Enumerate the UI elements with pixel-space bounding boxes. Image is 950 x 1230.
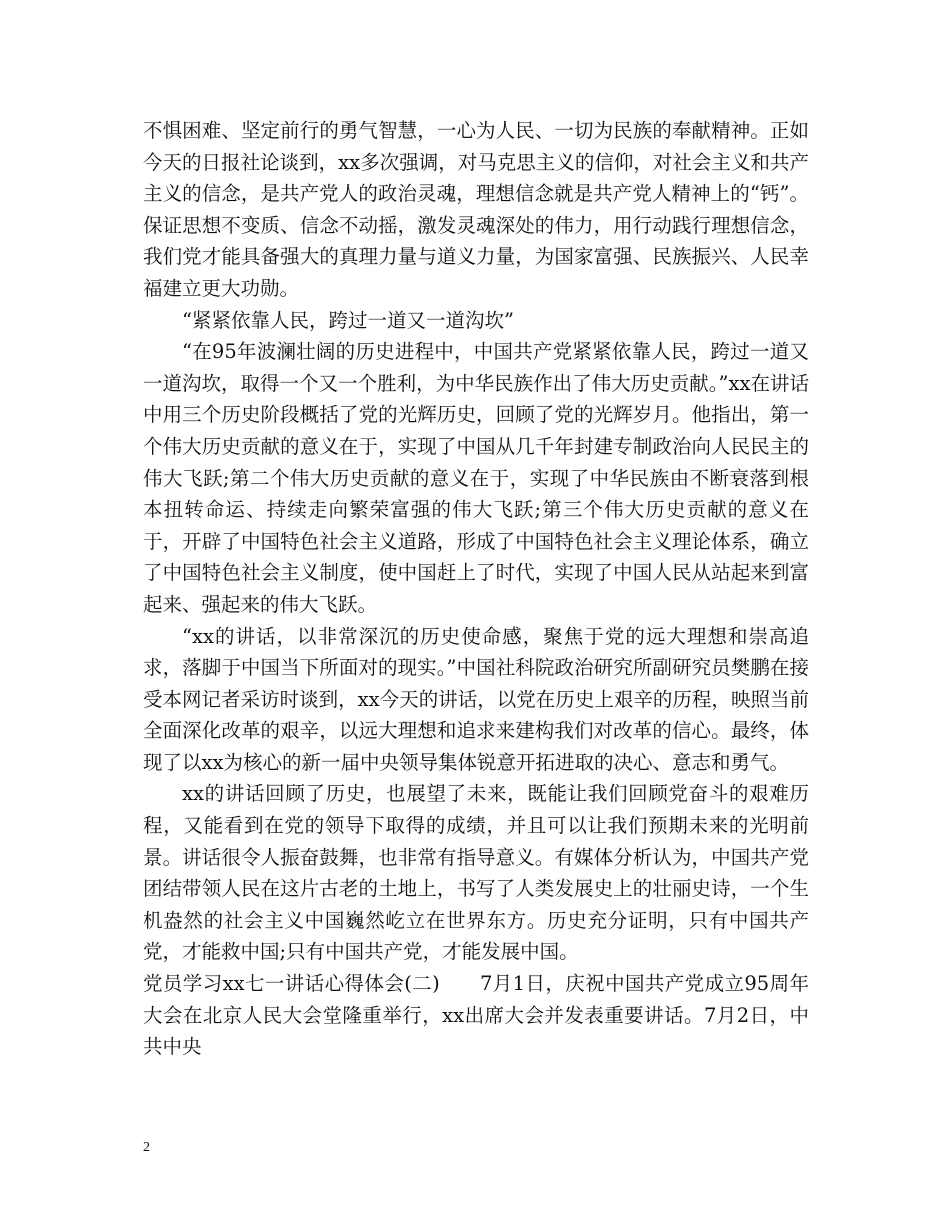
paragraph-5: 党员学习xx七一讲话心得体会(二) 7月1日，庆祝中国共产党成立95周年大会在北京人民大会堂隆重举行，xx出席大会并发表重要讲话。7月2日，中共中央: [143, 972, 809, 1059]
paragraph-2: “在95年波澜壮阔的历史进程中，中国共产党紧紧依靠人民，跨过一道又一道沟坎，取得一个又一个胜利，为中华民族作出了伟大历史贡献。”xx在讲话中用三个历史阶段概括了党的光辉历史，回顾了党的光辉岁月。他指出，第一个伟大历史贡献的意义在于，实现了中国从几千年封建专制政治向人民民主的伟大飞跃;第二个伟大历史贡献的意义在于，实现了中华民族由不断衰落到根本扭转命运、持续走向繁荣富强的伟大飞跃;第三个伟大历史贡献的意义在于，开辟了中国特色社会主义道路，形成了中国特色社会主义理论体系，确立了中国特色社会主义制度，使中国赶上了时代，实现了中国人民从站起来到富起来、强起来的伟大飞跃。: [143, 340, 809, 616]
document-body: [143, 115, 809, 1063]
paragraph-3: “xx的讲话，以非常深沉的历史使命感，聚焦于党的远大理想和崇高追求，落脚于中国当下所面对的现实。”中国社科院政治研究所副研究员樊鹏在接受本网记者采访时谈到，xx今天的讲话，以党在历史上艰辛的历程，映照当前全面深化改革的艰辛，以远大理想和追求来建构我们对改革的信心。最终，体现了以xx为核心的新一届中央领导集体锐意开拓进取的决心、意志和勇气。: [143, 624, 809, 774]
paragraph-1: 不惧困难、坚定前行的勇气智慧，一心为人民、一切为民族的奉献精神。正如今天的日报社论谈到，xx多次强调，对马克思主义的信仰，对社会主义和共产主义的信念，是共产党人的政治灵魂，理想信念就是共产党人精神上的“钙”。保证思想不变质、信念不动摇，激发灵魂深处的伟力，用行动践行理想信念，我们党才能具备强大的真理力量与道义力量，为国家富强、民族振兴、人民幸福建立更大功勋。: [143, 119, 809, 300]
paragraph-4: xx的讲话回顾了历史，也展望了未来，既能让我们回顾党奋斗的艰难历程，又能看到在党的领导下取得的成绩，并且可以让我们预期未来的光明前景。讲话很令人振奋鼓舞，也非常有指导意义。有媒体分析认为，中国共产党团结带领人民在这片古老的土地上，书写了人类发展史上的壮丽史诗，一个生机盎然的社会主义中国巍然屹立在世界东方。历史充分证明，只有中国共产党，才能救中国;只有中国共产党，才能发展中国。: [143, 782, 809, 964]
page-number: 2: [143, 1140, 150, 1155]
section-heading-quote: “紧紧依靠人民，跨过一道又一道沟坎”: [182, 308, 514, 332]
